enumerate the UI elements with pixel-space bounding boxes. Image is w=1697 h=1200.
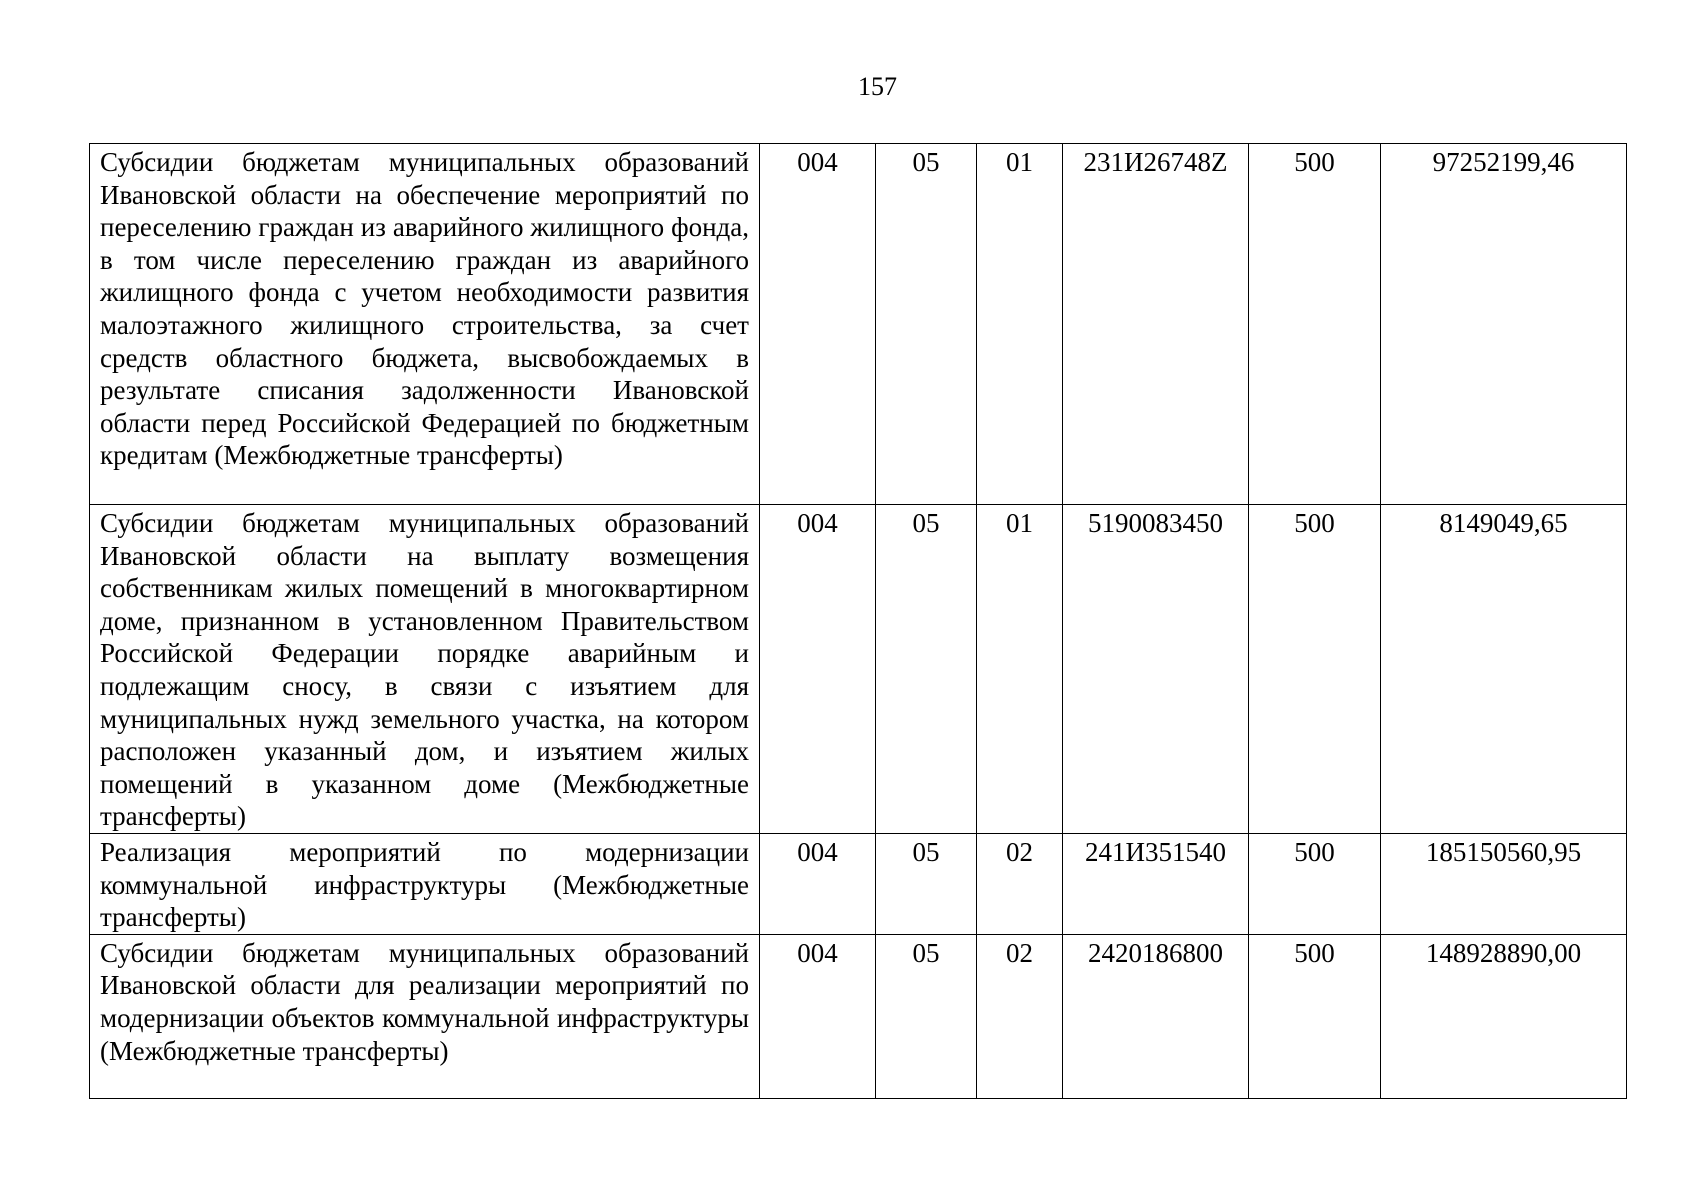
target-article-code: 5190083450 — [1063, 505, 1249, 834]
expense-type-code: 500 — [1249, 833, 1381, 934]
budget-table — [89, 143, 1627, 1099]
subsection-code: 01 — [977, 505, 1063, 834]
section-code: 05 — [876, 144, 977, 505]
row-description: Субсидии бюджетам муниципальных образований Ивановской области на обеспечение мероприятий по переселению граждан из аварийного жилищного фонда, в том числе переселению граждан из аварийного жилищного фонда с учетом необходимости развития малоэтажного жилищного строительства, за счет средств областного бюджета, высвобождаемых в результате списания задолженности Ивановской области перед Российской Федерацией по бюджетным кредитам (Межбюджетные трансферты) — [90, 144, 760, 505]
ministry-code: 004 — [760, 833, 876, 934]
row-description: Субсидии бюджетам муниципальных образований Ивановской области на выплату возмещения собственникам жилых помещений в многоквартирном доме, признанном в установленном Правительством Российской Федерации порядке аварийным и подлежащим сносу, в связи с изъятием для муниципальных нужд земельного участка, на котором расположен указанный дом, и изъятием жилых помещений в указанном доме (Межбюджетные трансферты) — [90, 505, 760, 834]
amount: 97252199,46 — [1381, 144, 1627, 505]
target-article-code: 231И26748Z — [1063, 144, 1249, 505]
row-description: Реализация мероприятий по модернизации коммунальной инфраструктуры (Межбюджетные трансферты) — [90, 833, 760, 934]
ministry-code: 004 — [760, 505, 876, 834]
target-article-code: 241И351540 — [1063, 833, 1249, 934]
amount: 8149049,65 — [1381, 505, 1627, 834]
row-description: Субсидии бюджетам муниципальных образований Ивановской области для реализации мероприятий по модернизации объектов коммунальной инфраструктуры (Межбюджетные трансферты) — [90, 934, 760, 1098]
amount: 185150560,95 — [1381, 833, 1627, 934]
section-code: 05 — [876, 833, 977, 934]
table-row — [90, 934, 1627, 1098]
expense-type-code: 500 — [1249, 505, 1381, 834]
subsection-code: 01 — [977, 144, 1063, 505]
section-code: 05 — [876, 934, 977, 1098]
table-row — [90, 505, 1627, 834]
page-number: 157 — [858, 72, 897, 101]
subsection-code: 02 — [977, 934, 1063, 1098]
section-code: 05 — [876, 505, 977, 834]
expense-type-code: 500 — [1249, 144, 1381, 505]
target-article-code: 2420186800 — [1063, 934, 1249, 1098]
amount: 148928890,00 — [1381, 934, 1627, 1098]
ministry-code: 004 — [760, 934, 876, 1098]
subsection-code: 02 — [977, 833, 1063, 934]
ministry-code: 004 — [760, 144, 876, 505]
table-row — [90, 833, 1627, 934]
expense-type-code: 500 — [1249, 934, 1381, 1098]
table-row — [90, 144, 1627, 505]
